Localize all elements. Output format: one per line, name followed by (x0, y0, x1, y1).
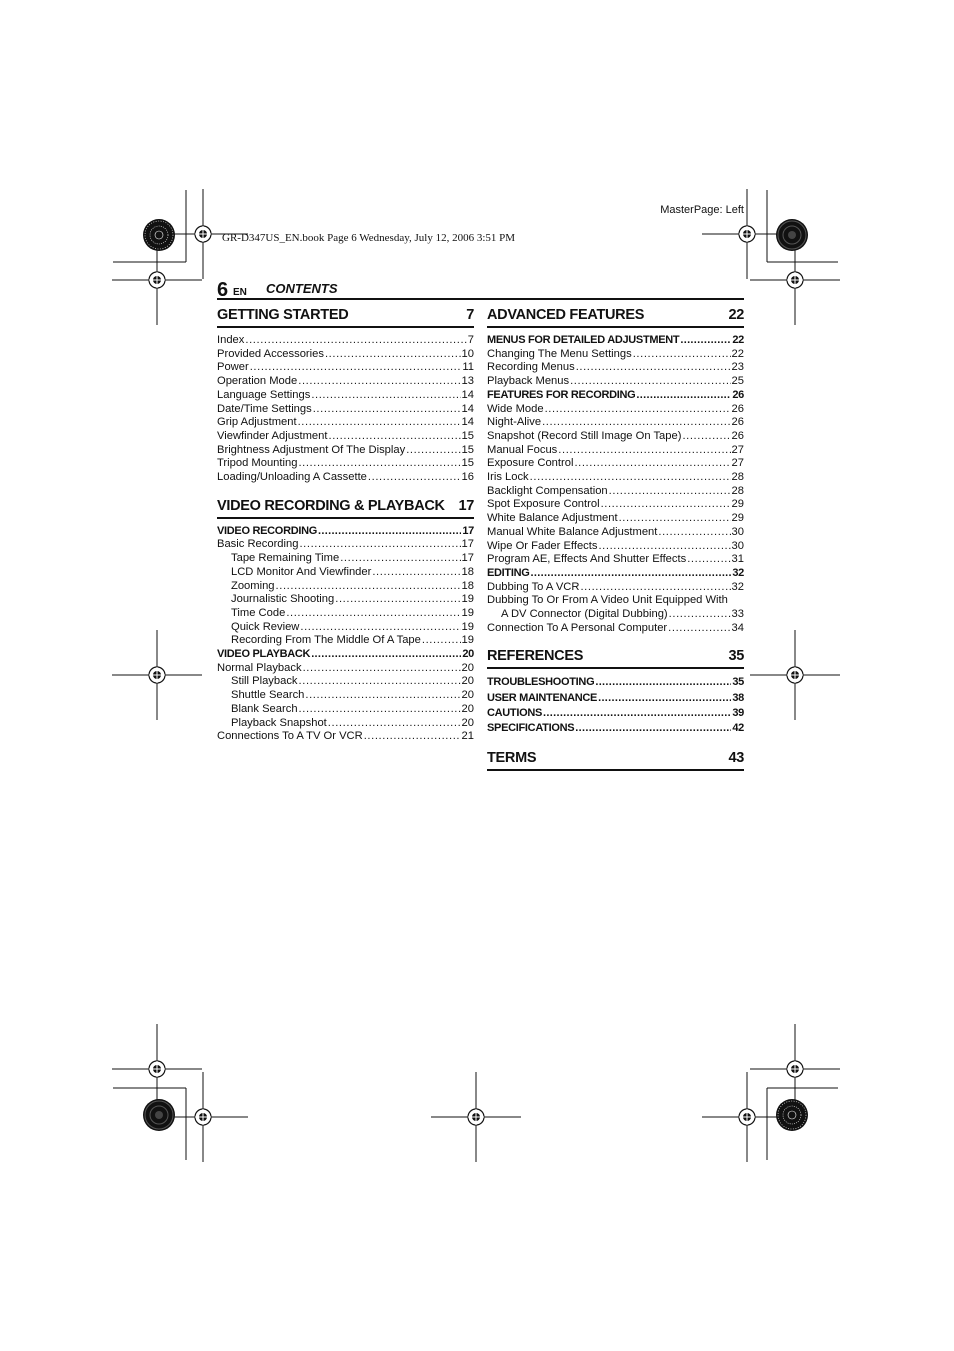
toc-entry-label: Tripod Mounting (217, 457, 298, 470)
toc-entry-page: 28 (731, 471, 744, 484)
dot-leader (406, 444, 460, 458)
toc-entry-label: Language Settings (217, 388, 311, 401)
dot-leader (576, 361, 731, 375)
toc-entry[interactable] (217, 552, 474, 566)
toc-entry-page: 29 (731, 512, 744, 525)
toc-subheading[interactable] (487, 389, 744, 403)
toc-entry[interactable] (217, 375, 474, 389)
toc-entry-label: Changing The Menu Settings (487, 347, 632, 360)
section-heading[interactable] (487, 647, 744, 669)
toc-entry-label: Date/Time Settings (217, 402, 312, 415)
dot-leader (313, 403, 461, 417)
dot-leader (298, 416, 461, 430)
toc-entry-page: 19 (461, 620, 474, 633)
dot-leader (633, 348, 731, 362)
dot-leader (299, 675, 461, 689)
section-heading[interactable] (217, 497, 474, 519)
dot-leader (372, 566, 460, 580)
dot-leader (669, 608, 731, 622)
toc-entry[interactable] (487, 498, 744, 512)
toc-entry-label: Zooming (231, 579, 275, 592)
dot-leader (575, 721, 731, 736)
page-number: 6 (217, 279, 229, 301)
toc-entry-page: 23 (731, 361, 744, 374)
toc-entry-label: Connection To A Personal Computer (487, 621, 668, 634)
toc-entry-label-cont: A DV Connector (Digital Dubbing) (501, 608, 668, 621)
toc-entry-label: Snapshot (Record Still Image On Tape) (487, 429, 682, 442)
toc-entry-page: 17 (461, 552, 474, 565)
toc-entry-label: Loading/Unloading A Cassette (217, 471, 367, 484)
toc-entry-page: 26 (731, 416, 744, 429)
dot-leader (542, 416, 730, 430)
toc-entry-label: Dubbing To A VCR (487, 580, 580, 593)
toc-entry-label: Night-Alive (487, 416, 542, 429)
dot-leader (601, 498, 731, 512)
toc-entry-label: Wide Mode (487, 402, 544, 415)
toc-entry[interactable] (217, 580, 474, 594)
page-language: EN (233, 287, 247, 298)
toc-entry-label: Provided Accessories (217, 347, 324, 360)
toc-entry-page: 39 (732, 707, 744, 720)
toc-entry-page: 26 (732, 388, 744, 401)
section-page: 17 (458, 497, 474, 514)
toc-entry-page: 25 (731, 375, 744, 388)
toc-entry-label: Exposure Control (487, 457, 574, 470)
toc-entry[interactable] (217, 403, 474, 417)
section-page: 35 (728, 648, 744, 665)
toc-entry-page: 10 (461, 347, 474, 360)
toc-subheading[interactable] (487, 691, 744, 706)
toc-entry[interactable] (217, 457, 474, 471)
toc-entry-label: Still Playback (231, 675, 298, 688)
toc-entry-page: 20 (461, 689, 474, 702)
dot-leader (598, 540, 730, 554)
toc-entry[interactable] (217, 348, 474, 362)
dot-leader (318, 525, 461, 539)
dot-leader (299, 703, 461, 717)
dot-leader (305, 689, 460, 703)
toc-entry-label: TROUBLESHOOTING (487, 676, 595, 689)
dot-leader (299, 538, 460, 552)
dot-leader (303, 662, 461, 676)
toc-entry-page: 27 (731, 443, 744, 456)
toc-entry-page: 27 (731, 457, 744, 470)
toc-entry-label: Wipe Or Fader Effects (487, 539, 598, 552)
toc-left-column (217, 306, 474, 744)
toc-entry-page: 7 (467, 334, 474, 346)
toc-entry-page: 30 (731, 539, 744, 552)
toc-entry-page: 18 (461, 565, 474, 578)
toc-entry[interactable] (217, 444, 474, 458)
dot-leader (340, 552, 460, 566)
dot-leader (276, 580, 461, 594)
dot-leader (298, 375, 460, 389)
toc-entry-label: Basic Recording (217, 538, 299, 551)
dot-leader (329, 430, 461, 444)
toc-entry[interactable] (487, 526, 744, 540)
dot-leader (364, 730, 461, 744)
toc-entry-label: Power (217, 361, 249, 374)
dot-leader (325, 348, 461, 362)
toc-entry-page: 32 (732, 566, 744, 579)
dot-leader (595, 675, 731, 690)
section-title: VIDEO RECORDING & PLAYBACK (217, 497, 445, 514)
toc-subheading[interactable] (217, 648, 474, 662)
toc-entry-page: 20 (461, 702, 474, 715)
toc-entry[interactable] (217, 675, 474, 689)
dot-leader (619, 512, 731, 526)
toc-entry[interactable] (487, 540, 744, 554)
toc-entry-page: 15 (461, 443, 474, 456)
toc-entry-label: Grip Adjustment (217, 416, 297, 429)
toc-entry-label: MENUS FOR DETAILED ADJUSTMENT (487, 334, 680, 346)
dot-leader (668, 622, 730, 636)
toc-entry-page: 31 (731, 553, 744, 566)
toc-entry[interactable] (487, 608, 744, 622)
toc-entry[interactable] (217, 703, 474, 717)
toc-entry-label: Program AE, Effects And Shutter Effects (487, 553, 687, 566)
dot-leader (574, 457, 730, 471)
toc-entry-page: 20 (462, 648, 474, 661)
toc-entry-label: EDITING (487, 566, 530, 579)
toc-entry-label: FEATURES FOR RECORDING (487, 388, 636, 401)
section-title: GETTING STARTED (217, 307, 349, 323)
dot-leader (328, 717, 461, 731)
toc-entry-label: Index (217, 334, 245, 346)
toc-entry-label: Shuttle Search (231, 689, 305, 702)
toc-entry-label: Recording Menus (487, 361, 575, 374)
section-heading[interactable] (217, 306, 474, 328)
toc-entry-page: 17 (462, 524, 474, 537)
toc-entry-wrapped[interactable] (487, 594, 744, 608)
toc-entry-page: 16 (461, 471, 474, 484)
toc-entry-label: CAUTIONS (487, 707, 543, 720)
toc-subheading[interactable] (487, 675, 744, 690)
dot-leader (570, 375, 730, 389)
toc-entry-page: 28 (731, 484, 744, 497)
toc-entry[interactable] (487, 485, 744, 499)
toc-entry[interactable] (487, 348, 744, 362)
toc-entry-page: 14 (461, 402, 474, 415)
dot-leader (687, 553, 730, 567)
toc-entry-page: 21 (461, 730, 474, 743)
dot-leader (298, 457, 460, 471)
page-header (217, 280, 744, 300)
toc-entry[interactable] (217, 361, 474, 375)
toc-entry-page: 30 (731, 525, 744, 538)
toc-entry-label: Time Code (231, 606, 286, 619)
toc-entry-page: 20 (461, 661, 474, 674)
dot-leader (368, 471, 461, 485)
toc-entry-label: Blank Search (231, 702, 298, 715)
toc-entry-page: 19 (461, 634, 474, 647)
toc-entry-page: 42 (732, 722, 744, 735)
dot-leader (658, 526, 730, 540)
toc-entry-page: 33 (731, 608, 744, 621)
dot-leader (286, 607, 460, 621)
dot-leader (311, 389, 460, 403)
toc-entry-label: Connections To A TV Or VCR (217, 730, 363, 743)
dot-leader (245, 334, 466, 348)
toc-entry-page: 32 (731, 580, 744, 593)
toc-entry-label: Quick Review (231, 620, 300, 633)
toc-entry[interactable] (487, 581, 744, 595)
toc-entry[interactable] (217, 566, 474, 580)
toc-entry[interactable] (217, 717, 474, 731)
toc-entry-label: Tape Remaining Time (231, 552, 340, 565)
toc-entry-page: 22 (732, 334, 744, 346)
toc-entry[interactable] (217, 389, 474, 403)
toc-entry-label: White Balance Adjustment (487, 512, 618, 525)
toc-entry[interactable] (217, 471, 474, 485)
toc-entry-label: LCD Monitor And Viewfinder (231, 565, 372, 578)
toc-entry-page: 38 (732, 691, 744, 704)
toc-entry-label: SPECIFICATIONS (487, 722, 575, 735)
toc-entry[interactable] (217, 593, 474, 607)
toc-entry-page: 17 (461, 538, 474, 551)
toc-entry[interactable] (487, 361, 744, 375)
toc-entry-page: 19 (461, 606, 474, 619)
dot-leader (250, 361, 462, 375)
toc-entry[interactable] (487, 444, 744, 458)
toc-entry-label: VIDEO PLAYBACK (217, 648, 311, 661)
toc-entry-page: 22 (731, 347, 744, 360)
toc-entry-page: 11 (462, 361, 474, 374)
toc-entry[interactable] (217, 730, 474, 744)
toc-entry-page: 14 (461, 388, 474, 401)
section-page: 7 (466, 307, 474, 323)
toc-entry-label: Spot Exposure Control (487, 498, 600, 511)
dot-leader (422, 634, 461, 648)
toc-entry[interactable] (217, 662, 474, 676)
dot-leader (545, 403, 731, 417)
dot-leader (558, 444, 730, 458)
toc-entry[interactable] (487, 403, 744, 417)
toc-entry[interactable] (217, 689, 474, 703)
toc-entry[interactable] (487, 430, 744, 444)
toc-entry-label: Playback Menus (487, 375, 570, 388)
toc-entry[interactable] (487, 457, 744, 471)
toc-entry-page: 15 (461, 457, 474, 470)
toc-entry-page: 26 (731, 429, 744, 442)
toc-entry-page: 34 (731, 621, 744, 634)
dot-leader (531, 567, 732, 581)
book-info-line: GR-D347US_EN.book Page 6 Wednesday, July 12, 2006 3:51 PM (222, 232, 516, 244)
toc-entry-label: Manual Focus (487, 443, 558, 456)
dot-leader (300, 621, 460, 635)
toc-entry-page: 20 (461, 716, 474, 729)
toc-entry[interactable] (487, 416, 744, 430)
toc-entry[interactable] (217, 334, 474, 348)
toc-entry[interactable] (487, 375, 744, 389)
toc-subheading[interactable] (487, 721, 744, 736)
toc-entry-page: 13 (461, 375, 474, 388)
toc-entry-page: 26 (731, 402, 744, 415)
toc-entry-label: Viewfinder Adjustment (217, 429, 328, 442)
toc-entry-page: 14 (461, 416, 474, 429)
dot-leader (530, 471, 731, 485)
dot-leader (580, 581, 730, 595)
toc-right-column (487, 306, 744, 771)
toc-entry-label: Backlight Compensation (487, 484, 608, 497)
toc-entry-label: Manual White Balance Adjustment (487, 525, 658, 538)
toc-entry-label: Brightness Adjustment Of The Display (217, 443, 406, 456)
toc-entry[interactable] (217, 607, 474, 621)
toc-entry[interactable] (217, 621, 474, 635)
toc-entry-label: Iris Lock (487, 471, 529, 484)
toc-entry[interactable] (217, 430, 474, 444)
dot-leader (682, 430, 730, 444)
toc-entry[interactable] (217, 538, 474, 552)
toc-entry-label: Recording From The Middle Of A Tape (231, 634, 421, 647)
dot-leader (636, 389, 731, 403)
toc-entry-label: USER MAINTENANCE (487, 691, 598, 704)
toc-entry-page: 19 (461, 593, 474, 606)
toc-entry-page: 18 (461, 579, 474, 592)
toc-entry[interactable] (487, 553, 744, 567)
toc-entry-label: Journalistic Shooting (231, 593, 335, 606)
toc-subheading[interactable] (487, 567, 744, 581)
page-title: CONTENTS (266, 281, 338, 296)
toc-entry-label: Playback Snapshot (231, 716, 327, 729)
toc-entry-page: 15 (461, 429, 474, 442)
dot-leader (609, 485, 731, 499)
toc-entry-label: VIDEO RECORDING (217, 524, 318, 537)
toc-subheading[interactable] (487, 334, 744, 348)
toc-entry[interactable] (217, 634, 474, 648)
section-title: REFERENCES (487, 648, 584, 665)
toc-entry-page: 35 (732, 676, 744, 689)
section-heading[interactable] (487, 749, 744, 771)
section-page: 22 (728, 307, 744, 323)
toc-entry-label: Operation Mode (217, 375, 298, 388)
toc-entry[interactable] (487, 622, 744, 636)
section-page: 43 (728, 749, 744, 766)
section-heading[interactable] (487, 306, 744, 328)
toc-entry[interactable] (217, 416, 474, 430)
toc-entry-page: 20 (461, 675, 474, 688)
section-title: TERMS (487, 749, 537, 766)
toc-entry-label: Dubbing To Or From A Video Unit Equipped With (487, 594, 728, 607)
section-title: ADVANCED FEATURES (487, 307, 645, 323)
dot-leader (680, 334, 731, 348)
toc-entry-label: Normal Playback (217, 661, 302, 674)
masterpage-label: MasterPage: Left (660, 204, 744, 216)
toc-entry-page: 29 (731, 498, 744, 511)
toc-entry[interactable] (487, 471, 744, 485)
toc-subheading[interactable] (217, 525, 474, 539)
toc-subheading[interactable] (487, 706, 744, 721)
dot-leader (543, 706, 731, 721)
dot-leader (335, 593, 460, 607)
dot-leader (311, 648, 461, 662)
dot-leader (598, 691, 731, 706)
toc-entry[interactable] (487, 512, 744, 526)
